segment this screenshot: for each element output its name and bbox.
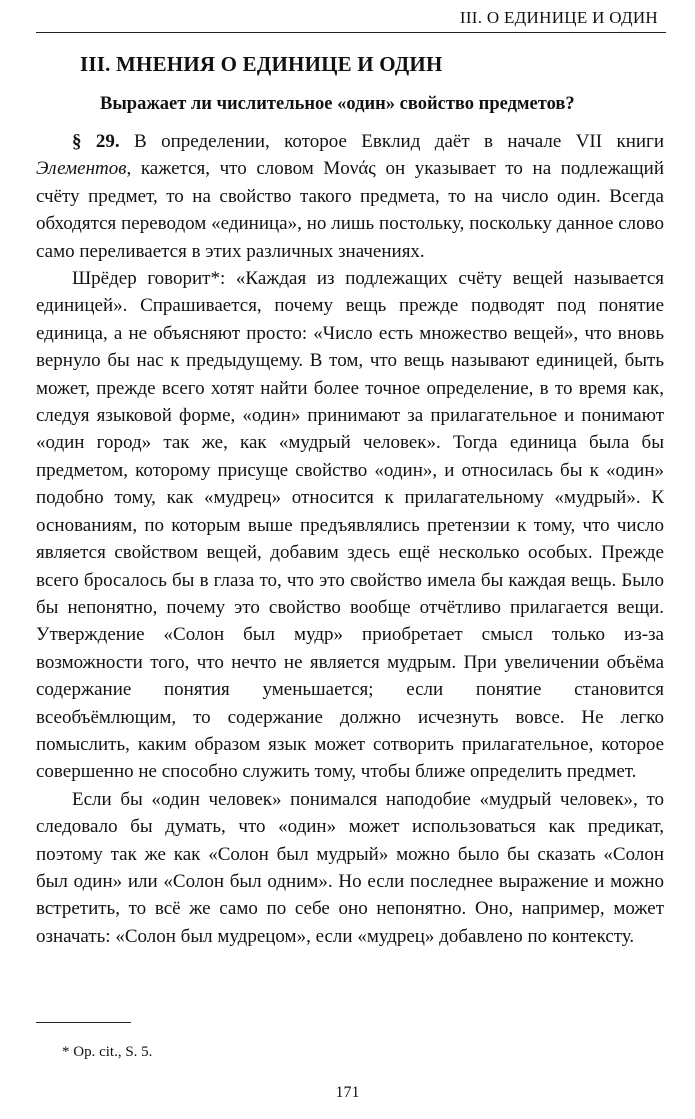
paragraph-2: Шрёдер говорит*: «Каждая из подлежащих счёту вещей называется единицей». Спрашивается, почему вещь прежде подводят под понятие единица, а не объясняют просто: «Число есть множество вещей», что вновь вернуло бы нас к предыдущему. В том, что вещь называют единицей, быть может, прежде всего хотят найти более точное определение, в то время как, следуя языковой форме, «один» принимают за прилагательное и понимают «один город» так же, как «мудрый человек». Тогда единица была бы предметом, которому присуще свойство «один», и относилась бы к «один» подобно тому, как «мудрец» относится к прилагательному «мудрый». К основаниям, по которым выше предъявлялись претензии к тому, что число является свойством вещей, добавим здесь ещё несколько особых. Прежде всего бросалось бы в глаза то, что это свойство имела бы каждая вещь. Было бы непонятно, почему это свойство вообще отчётливо прилагается вещи. Утверждение «Солон был мудр» приобретает смысл только из-за возможности того, что нечто не является мудрым. При увеличении объёма содержание понятия уменьшается; если понятие становится всеобъёмлющим, то содержание должно исчезнуть вовсе. Не легко помыслить, каким образом язык может сотворить прилагательное, которое совершенно не способно служить тому, чтобы ближе определить предмет. <box>36 268 664 783</box>
paragraph-3: Если бы «один человек» понимался наподобие «мудрый человек», то следовало бы думать, что «один» может использоваться как предикат, поэтому так же как «Солон был мудрый» можно было бы сказать «Солон был один» или «Солон был одним». Но если последнее выражение и можно встретить, то всё же само по себе оно непонятно. Оно, например, может означать: «Солон был мудрецом», если «мудрец» добавлено по контексту. <box>36 788 664 947</box>
running-head: III. О ЕДИНИЦЕ И ОДИН <box>459 8 658 27</box>
chapter-title: III. МНЕНИЯ О ЕДИНИЦЕ И ОДИН <box>80 52 443 76</box>
section-question: Выражает ли числительное «один» свойство предметов? <box>100 94 575 114</box>
footnote: * Op. cit., S. 5. <box>62 1044 153 1060</box>
header-rule <box>36 32 666 33</box>
footnote-rule <box>36 1022 131 1023</box>
paragraph-1-text-a: В определении, которое Евклид даёт в начале VII книги <box>119 131 664 152</box>
page-number: 171 <box>335 1084 360 1101</box>
book-title-emphasis: Элементов <box>36 158 127 180</box>
body-text <box>36 128 664 950</box>
paragraph-1-text-b: , кажется, что словом Μονάς он указывает то на подлежащий счёту предмет, то на свойство такого предмета, то на число один. Всегда обходятся переводом «единица», но лишь постольку, поскольку данное слово само переливается в этих различных значениях. <box>36 158 664 262</box>
paragraph-1 <box>36 128 664 265</box>
section-number: § 29. <box>72 131 120 152</box>
